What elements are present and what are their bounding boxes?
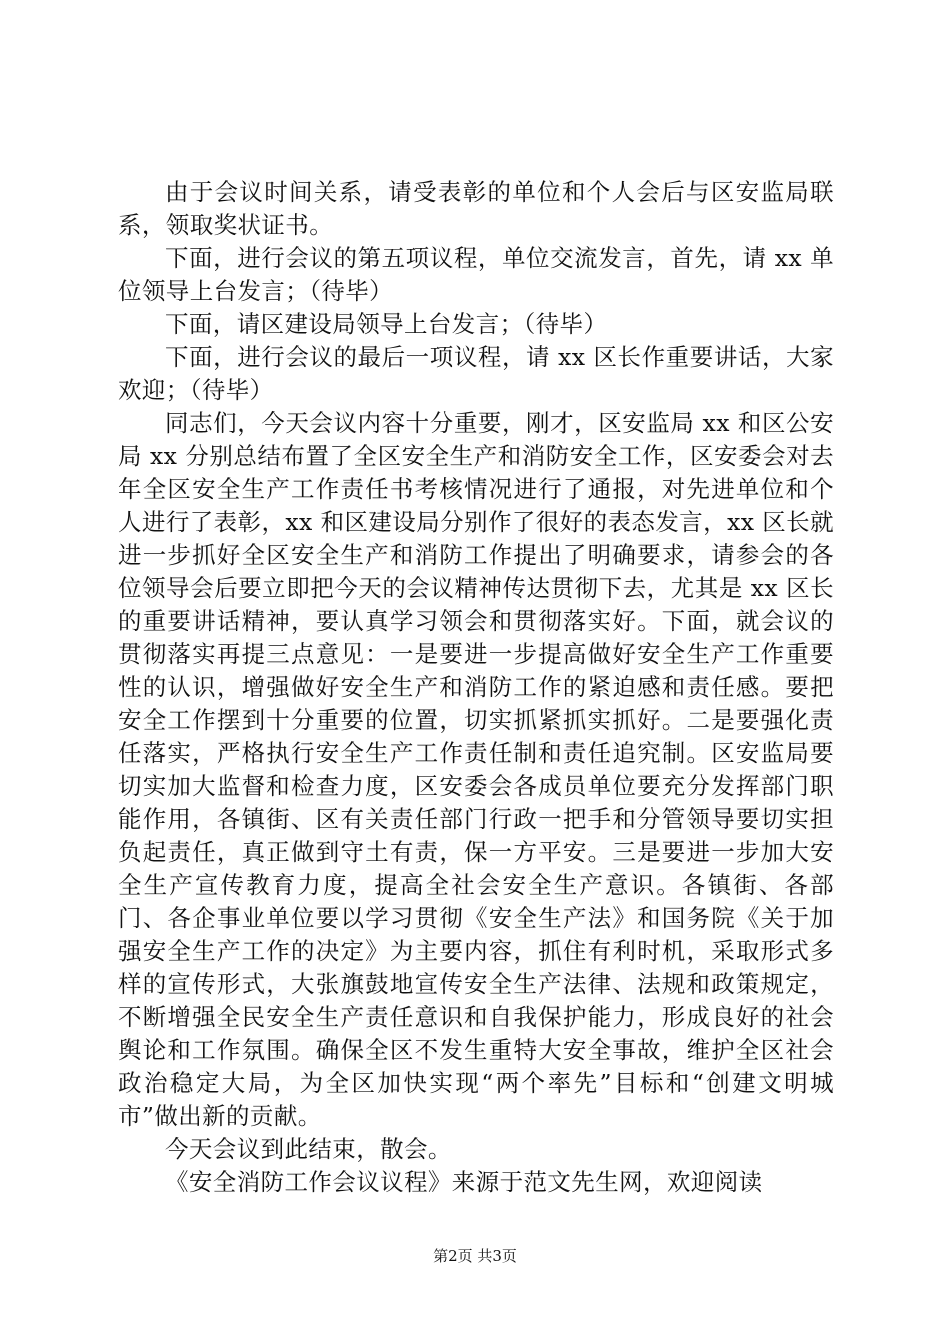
paragraph-unit-speech: 下面，进行会议的第五项议程，单位交流发言，首先，请 xx 单位领导上台发言；（待毕） <box>118 244 834 305</box>
paragraph-source-note: 《安全消防工作会议议程》来源于范文先生网，欢迎阅读 <box>165 1168 763 1196</box>
page-number: 第2页 共3页 <box>433 1247 517 1265</box>
document-body <box>118 176 834 1199</box>
paragraph-main-remarks: 同志们，今天会议内容十分重要，刚才，区安监局 xx 和区公安局 xx 分别总结布置了全区安全生产和消防安全工作，区安委会对去年全区安全生产工作责任书考核情况进行了通报，对先进单位和个人进行了表彰，xx 和区建设局分别作了很好的表态发言，xx 区长就进一步抓好全区安全生产和消防工作提出了明确要求，请参会的各位领导会后要立即把今天的会议精神传达贯彻下去，尤其是 xx 区长的重要讲话精神，要认真学习领会和贯彻落实好。下面，就会议的贯彻落实再提三点意见：一是要进一步提高做好安全生产工作重要性的认识，增强做好安全生产和消防工作的紧迫感和责任感。要把安全工作摆到十分重要的位置，切实抓紧抓实抓好。二是要强化责任落实，严格执行安全生产工作责任制和责任追究制。区安监局要切实加大监督和检查力度，区安委会各成员单位要充分发挥部门职能作用，各镇街、区有关责任部门行政一把手和分管领导要切实担负起责任，真正做到守土有责，保一方平安。三是要进一步加大安全生产宣传教育力度，提高全社会安全生产意识。各镇街、各部门、各企事业单位要以学习贯彻《安全生产法》和国务院《关于加强安全生产工作的决定》为主要内容，抓住有利时机，采取形式多样的宣传形式，大张旗鼓地宣传安全生产法律、法规和政策规定，不断增强全民安全生产责任意识和自我保护能力，形成良好的社会舆论和工作氛围。确保全区不发生重特大安全事故，维护全区社会政治稳定大局，为全区加快实现“两个率先”目标和“创建文明城市”做出新的贡献。 <box>118 409 834 1130</box>
paragraph-district-head-speech: 下面，进行会议的最后一项议程，请 xx 区长作重要讲话，大家欢迎；（待毕） <box>118 343 834 404</box>
paragraph-awards-contact: 由于会议时间关系，请受表彰的单位和个人会后与区安监局联系，领取奖状证书。 <box>118 178 834 239</box>
paragraph-construction-speech: 下面，请区建设局领导上台发言；（待毕） <box>165 310 608 338</box>
paragraph-meeting-end: 今天会议到此结束，散会。 <box>165 1135 452 1163</box>
